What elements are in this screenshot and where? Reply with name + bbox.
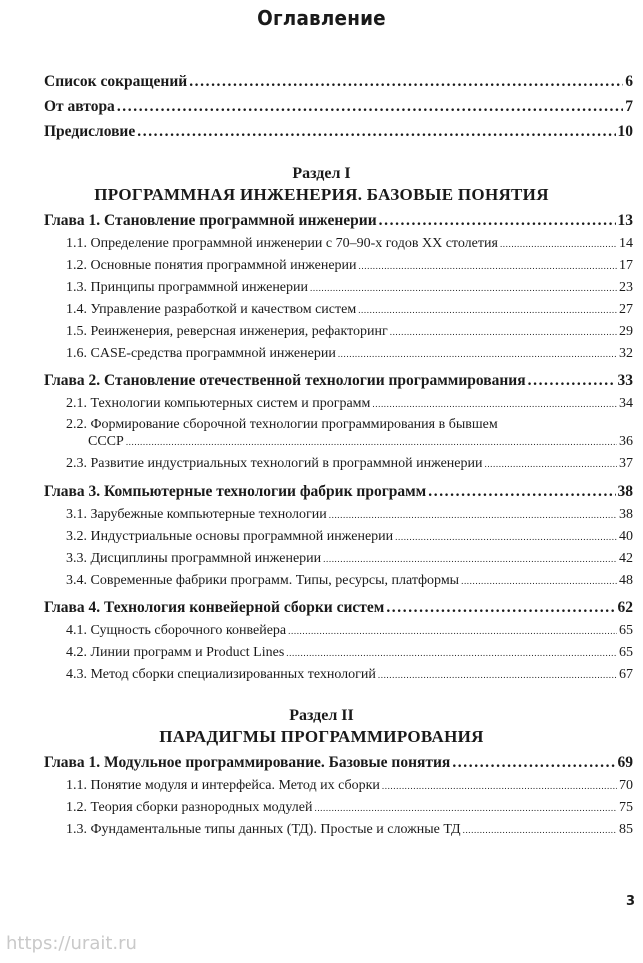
section-label: Раздел I: [292, 165, 351, 182]
toc-page-number: 23: [619, 280, 633, 295]
toc-page-number: 42: [619, 551, 633, 566]
toc-entry-title: 1.2. Основные понятия программной инженерии: [66, 258, 357, 273]
toc-entry-title: 1.4. Управление разработкой и качеством систем: [66, 302, 357, 317]
section-heading: [0, 164, 643, 206]
toc-page-number: 40: [619, 529, 633, 544]
toc-page-number: 65: [619, 623, 633, 638]
toc-page-number: 27: [619, 302, 633, 317]
toc-subentry[interactable]: [66, 396, 633, 412]
toc-page-number: 70: [619, 778, 633, 793]
toc-entry-title: 2.2. Формирование сборочной технологии программирования в бывшем: [66, 417, 498, 432]
toc-entry-title: 3.1. Зарубежные компьютерные технологии: [66, 507, 327, 522]
toc-entry-title: 1.2. Теория сборки разнородных модулей: [66, 800, 313, 815]
leader-dots: [358, 305, 617, 315]
section-name: ПРОГРАММНАЯ ИНЖЕНЕРИЯ. БАЗОВЫЕ ПОНЯТИЯ: [94, 185, 549, 204]
leader-dots: [395, 532, 617, 542]
toc-page-number: 69: [617, 754, 633, 771]
leader-dots: [372, 399, 617, 409]
toc-subentry[interactable]: [66, 456, 633, 472]
toc-subentry[interactable]: [66, 302, 633, 318]
toc-page-number: 13: [617, 212, 633, 229]
toc-entry-title: От автора: [44, 98, 115, 115]
section-heading: [0, 706, 643, 748]
leader-dots: [126, 434, 617, 451]
leader-dots: [117, 98, 623, 116]
toc-entry-title: Глава 2. Становление отечественной технологии программирования: [44, 372, 526, 389]
toc-entry-title: Глава 3. Компьютерные технологии фабрик программ: [44, 483, 427, 500]
toc-subentry[interactable]: [66, 280, 633, 296]
toc-chapter[interactable]: [44, 212, 633, 230]
toc-entry-title: Глава 4. Технология конвейерной сборки систем: [44, 599, 385, 616]
toc-page-number: 6: [625, 73, 633, 90]
leader-dots: [288, 626, 617, 636]
toc-page-number: 65: [619, 645, 633, 660]
toc-subentry[interactable]: [66, 507, 633, 523]
leader-dots: [463, 825, 617, 835]
toc-entry-title: 1.1. Понятие модуля и интерфейса. Метод их сборки: [66, 778, 380, 793]
toc-entry-title: 3.2. Индустриальные основы программной инженерии: [66, 529, 394, 544]
toc-subentry[interactable]: [66, 346, 633, 362]
toc-subentry[interactable]: [66, 551, 633, 567]
toc-entry-title: Глава 1. Модульное программирование. Базовые понятия: [44, 754, 451, 771]
toc-subentry[interactable]: [66, 324, 633, 340]
toc-subentry[interactable]: [66, 529, 633, 545]
leader-dots: [382, 781, 617, 791]
leader-dots: [484, 459, 617, 469]
toc-subentry[interactable]: [66, 258, 633, 274]
toc-entry-title: 1.3. Фундаментальные типы данных (ТД). Простые и сложные ТД: [66, 822, 461, 837]
toc-entry-title: 4.1. Сущность сборочного конвейера: [66, 623, 287, 638]
leader-dots: [137, 123, 615, 141]
toc-page-number: 7: [625, 98, 633, 115]
toc-subentry[interactable]: [66, 573, 633, 589]
toc-page-number: 75: [619, 800, 633, 815]
section-name: ПАРАДИГМЫ ПРОГРАММИРОВАНИЯ: [159, 727, 484, 746]
toc-entry-title: 4.3. Метод сборки специализированных технологий: [66, 667, 376, 682]
toc-entry-title: 4.2. Линии программ и Product Lines: [66, 645, 285, 660]
toc-entry-title: 1.6. CASE-средства программной инженерии: [66, 346, 336, 361]
watermark-url: https://urait.ru: [6, 933, 137, 954]
leader-dots: [338, 349, 617, 359]
toc-entry-title: Предисловие: [44, 123, 136, 140]
toc-page-number: 29: [619, 324, 633, 339]
leader-dots: [461, 576, 617, 586]
leader-dots: [189, 73, 623, 91]
toc-entry-title: Глава 1. Становление программной инженерии: [44, 212, 377, 229]
toc-page-number: 34: [619, 396, 633, 411]
toc-subentry[interactable]: [66, 778, 633, 794]
toc-page-number: 67: [619, 667, 633, 682]
toc-chapter[interactable]: [44, 372, 633, 390]
toc-entry-title: 3.4. Современные фабрики программ. Типы, ресурсы, платформы: [66, 573, 460, 588]
toc-chapter[interactable]: [44, 599, 633, 617]
toc-page-number: 38: [617, 483, 633, 500]
leader-dots: [386, 599, 615, 617]
toc-entry-abbreviations[interactable]: [44, 73, 633, 91]
page-number: 3: [625, 894, 635, 909]
section-label: Раздел II: [289, 707, 354, 724]
toc-page-number: 37: [619, 456, 633, 471]
toc-entry-title: 1.1. Определение программной инженерии с 70–90-х годов XX столетия: [66, 236, 498, 251]
toc-page-number: 85: [619, 822, 633, 837]
leader-dots: [314, 803, 617, 813]
toc-entry-title: 3.3. Дисциплины программной инженерии: [66, 551, 322, 566]
toc-entry-title: 1.5. Реинженерия, реверсная инженерия, рефакторинг: [66, 324, 388, 339]
leader-dots: [500, 239, 617, 249]
toc-chapter[interactable]: [44, 483, 633, 501]
toc-entry-title: Список сокращений: [44, 73, 188, 90]
toc-entry-from-author[interactable]: [44, 98, 633, 116]
leader-dots: [286, 648, 617, 658]
leader-dots: [378, 670, 617, 680]
toc-page-number: 48: [619, 573, 633, 588]
toc-entry-title: 1.3. Принципы программной инженерии: [66, 280, 309, 295]
leader-dots: [323, 554, 617, 564]
toc-subentry[interactable]: [66, 645, 633, 661]
toc-subentry[interactable]: [66, 236, 633, 252]
toc-page-number: 33: [617, 372, 633, 389]
leader-dots: [310, 283, 617, 293]
toc-subentry[interactable]: [66, 623, 633, 639]
leader-dots: [452, 754, 615, 772]
toc-page-number: 14: [619, 236, 633, 251]
toc-chapter[interactable]: [44, 754, 633, 772]
toc-subentry[interactable]: [66, 800, 633, 816]
toc-page-number: 38: [619, 507, 633, 522]
toc-entry-title: 2.1. Технологии компьютерных систем и программ: [66, 396, 371, 411]
toc-entry-preface[interactable]: [44, 123, 633, 141]
leader-dots: [390, 327, 617, 337]
leader-dots: [329, 510, 617, 520]
toc-subentry[interactable]: [66, 667, 633, 683]
toc-entry-title-continued: СССР: [88, 434, 124, 449]
toc-page-number: 36: [619, 434, 633, 449]
toc-page-number: 62: [617, 599, 633, 616]
toc-subentry[interactable]: [66, 822, 633, 838]
toc-page-number: 17: [619, 258, 633, 273]
toc-subentry-wrapped[interactable]: [66, 416, 633, 451]
leader-dots: [528, 372, 616, 390]
leader-dots: [359, 261, 617, 271]
toc-page-number: 32: [619, 346, 633, 361]
page-title: Оглавление: [257, 6, 386, 30]
leader-dots: [428, 483, 615, 501]
toc-page-number: 10: [617, 123, 633, 140]
toc-entry-title: 2.3. Развитие индустриальных технологий в программной инженерии: [66, 456, 483, 471]
leader-dots: [379, 212, 616, 230]
